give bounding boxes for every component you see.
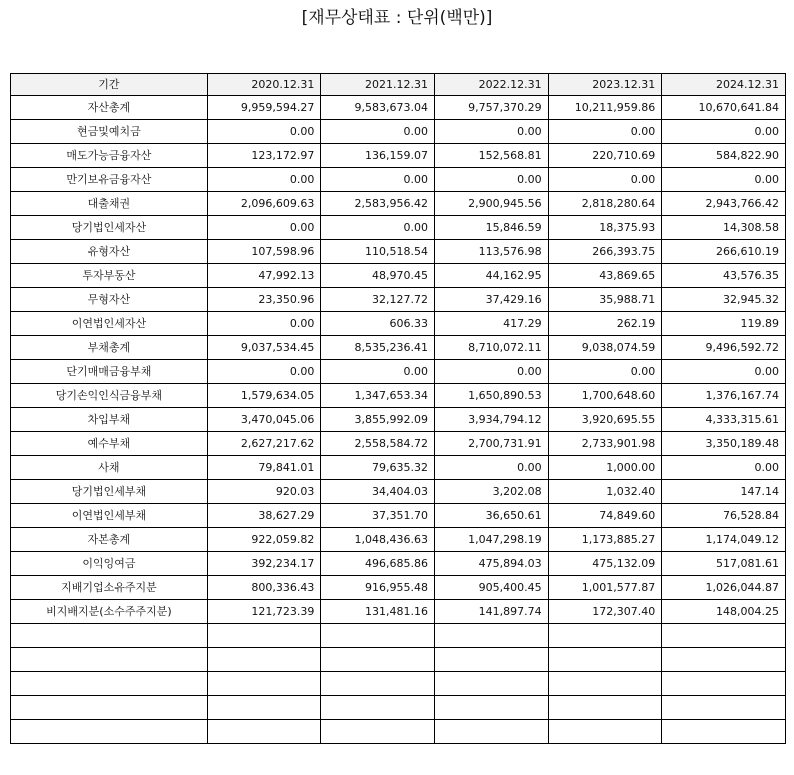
cell-value xyxy=(207,696,321,720)
table-row xyxy=(11,240,786,264)
cell-value: 266,610.19 xyxy=(662,240,786,264)
cell-value: 0.00 xyxy=(321,360,435,384)
cell-value: 44,162.95 xyxy=(435,264,549,288)
cell-value: 38,627.29 xyxy=(207,504,321,528)
row-label: 만기보유금융자산 xyxy=(11,168,208,192)
cell-value: 136,159.07 xyxy=(321,144,435,168)
row-label: 매도가능금융자산 xyxy=(11,144,208,168)
cell-value: 32,127.72 xyxy=(321,288,435,312)
cell-value xyxy=(321,696,435,720)
row-label xyxy=(11,672,208,696)
row-label: 유형자산 xyxy=(11,240,208,264)
cell-value: 2,700,731.91 xyxy=(435,432,549,456)
table-row xyxy=(11,216,786,240)
cell-value: 9,038,074.59 xyxy=(548,336,662,360)
cell-value xyxy=(662,720,786,744)
cell-value: 475,894.03 xyxy=(435,552,549,576)
table-row xyxy=(11,288,786,312)
cell-value: 0.00 xyxy=(548,168,662,192)
cell-value: 148,004.25 xyxy=(662,600,786,624)
row-label: 사채 xyxy=(11,456,208,480)
cell-value: 32,945.32 xyxy=(662,288,786,312)
cell-value: 0.00 xyxy=(662,456,786,480)
cell-value: 43,576.35 xyxy=(662,264,786,288)
cell-value: 1,700,648.60 xyxy=(548,384,662,408)
cell-value: 922,059.82 xyxy=(207,528,321,552)
cell-value: 0.00 xyxy=(548,120,662,144)
cell-value: 0.00 xyxy=(662,168,786,192)
table-row xyxy=(11,648,786,672)
cell-value: 1,026,044.87 xyxy=(662,576,786,600)
cell-value: 48,970.45 xyxy=(321,264,435,288)
table-row xyxy=(11,408,786,432)
cell-value: 123,172.97 xyxy=(207,144,321,168)
cell-value: 3,350,189.48 xyxy=(662,432,786,456)
cell-value: 3,934,794.12 xyxy=(435,408,549,432)
row-label xyxy=(11,720,208,744)
cell-value: 1,174,049.12 xyxy=(662,528,786,552)
cell-value: 9,583,673.04 xyxy=(321,96,435,120)
table-row xyxy=(11,264,786,288)
table-row xyxy=(11,384,786,408)
cell-value xyxy=(435,720,549,744)
cell-value: 392,234.17 xyxy=(207,552,321,576)
cell-value: 3,202.08 xyxy=(435,480,549,504)
table-row xyxy=(11,120,786,144)
cell-value: 2,627,217.62 xyxy=(207,432,321,456)
table-row xyxy=(11,144,786,168)
cell-value: 1,000.00 xyxy=(548,456,662,480)
cell-value: 0.00 xyxy=(207,168,321,192)
cell-value xyxy=(207,720,321,744)
cell-value: 0.00 xyxy=(435,360,549,384)
cell-value xyxy=(548,672,662,696)
row-label: 단기매매금융부채 xyxy=(11,360,208,384)
cell-value: 79,635.32 xyxy=(321,456,435,480)
table-row xyxy=(11,360,786,384)
cell-value: 18,375.93 xyxy=(548,216,662,240)
header-row xyxy=(11,74,786,96)
cell-value xyxy=(662,696,786,720)
cell-value: 1,001,577.87 xyxy=(548,576,662,600)
cell-value: 0.00 xyxy=(321,216,435,240)
cell-value: 517,081.61 xyxy=(662,552,786,576)
cell-value: 119.89 xyxy=(662,312,786,336)
table-row xyxy=(11,720,786,744)
cell-value: 14,308.58 xyxy=(662,216,786,240)
cell-value: 2,900,945.56 xyxy=(435,192,549,216)
cell-value: 43,869.65 xyxy=(548,264,662,288)
table-row xyxy=(11,528,786,552)
cell-value: 110,518.54 xyxy=(321,240,435,264)
cell-value: 266,393.75 xyxy=(548,240,662,264)
cell-value: 0.00 xyxy=(207,120,321,144)
cell-value: 0.00 xyxy=(321,168,435,192)
cell-value xyxy=(662,672,786,696)
cell-value: 0.00 xyxy=(435,168,549,192)
cell-value: 1,650,890.53 xyxy=(435,384,549,408)
cell-value: 2,818,280.64 xyxy=(548,192,662,216)
cell-value: 152,568.81 xyxy=(435,144,549,168)
cell-value xyxy=(207,624,321,648)
cell-value: 37,429.16 xyxy=(435,288,549,312)
cell-value: 36,650.61 xyxy=(435,504,549,528)
page-title: [재무상태표 : 단위(백만)] xyxy=(301,8,493,28)
header-year: 2023.12.31 xyxy=(548,74,662,96)
cell-value xyxy=(321,624,435,648)
cell-value: 1,173,885.27 xyxy=(548,528,662,552)
cell-value: 172,307.40 xyxy=(548,600,662,624)
header-year: 2022.12.31 xyxy=(435,74,549,96)
cell-value: 34,404.03 xyxy=(321,480,435,504)
cell-value: 3,470,045.06 xyxy=(207,408,321,432)
table-row xyxy=(11,672,786,696)
header-year: 2020.12.31 xyxy=(207,74,321,96)
row-label: 당기법인세자산 xyxy=(11,216,208,240)
table-row xyxy=(11,336,786,360)
cell-value: 800,336.43 xyxy=(207,576,321,600)
cell-value xyxy=(548,720,662,744)
table-row xyxy=(11,696,786,720)
cell-value: 121,723.39 xyxy=(207,600,321,624)
cell-value: 74,849.60 xyxy=(548,504,662,528)
row-label: 무형자산 xyxy=(11,288,208,312)
cell-value: 1,347,653.34 xyxy=(321,384,435,408)
cell-value: 0.00 xyxy=(435,120,549,144)
cell-value: 262.19 xyxy=(548,312,662,336)
cell-value: 141,897.74 xyxy=(435,600,549,624)
cell-value xyxy=(435,648,549,672)
row-label: 비지배지분(소수주주지분) xyxy=(11,600,208,624)
row-label: 이연법인세부채 xyxy=(11,504,208,528)
cell-value: 10,211,959.86 xyxy=(548,96,662,120)
cell-value: 475,132.09 xyxy=(548,552,662,576)
row-label: 차입부채 xyxy=(11,408,208,432)
cell-value: 0.00 xyxy=(548,360,662,384)
cell-value: 606.33 xyxy=(321,312,435,336)
row-label xyxy=(11,648,208,672)
cell-value: 47,992.13 xyxy=(207,264,321,288)
cell-value: 147.14 xyxy=(662,480,786,504)
table-row xyxy=(11,168,786,192)
header-year: 2024.12.31 xyxy=(662,74,786,96)
cell-value: 0.00 xyxy=(207,216,321,240)
table-row xyxy=(11,96,786,120)
cell-value: 2,558,584.72 xyxy=(321,432,435,456)
header-year: 2021.12.31 xyxy=(321,74,435,96)
table-row xyxy=(11,624,786,648)
row-label: 지배기업소유주지분 xyxy=(11,576,208,600)
cell-value: 1,047,298.19 xyxy=(435,528,549,552)
cell-value: 79,841.01 xyxy=(207,456,321,480)
cell-value: 1,376,167.74 xyxy=(662,384,786,408)
table-row xyxy=(11,456,786,480)
cell-value: 0.00 xyxy=(207,360,321,384)
table-row xyxy=(11,192,786,216)
cell-value xyxy=(321,648,435,672)
row-label: 대출채권 xyxy=(11,192,208,216)
cell-value xyxy=(321,720,435,744)
row-label: 현금및예치금 xyxy=(11,120,208,144)
row-label: 당기손익인식금융부채 xyxy=(11,384,208,408)
row-label: 투자부동산 xyxy=(11,264,208,288)
cell-value: 417.29 xyxy=(435,312,549,336)
cell-value: 220,710.69 xyxy=(548,144,662,168)
cell-value: 8,710,072.11 xyxy=(435,336,549,360)
cell-value xyxy=(662,648,786,672)
cell-value xyxy=(321,672,435,696)
row-label: 예수부채 xyxy=(11,432,208,456)
cell-value: 3,855,992.09 xyxy=(321,408,435,432)
cell-value: 1,048,436.63 xyxy=(321,528,435,552)
cell-value xyxy=(548,648,662,672)
cell-value: 37,351.70 xyxy=(321,504,435,528)
table-row xyxy=(11,480,786,504)
cell-value: 0.00 xyxy=(662,120,786,144)
cell-value xyxy=(435,672,549,696)
cell-value: 2,583,956.42 xyxy=(321,192,435,216)
cell-value: 113,576.98 xyxy=(435,240,549,264)
row-label xyxy=(11,624,208,648)
cell-value: 584,822.90 xyxy=(662,144,786,168)
row-label: 자본총계 xyxy=(11,528,208,552)
cell-value: 0.00 xyxy=(207,312,321,336)
cell-value: 2,733,901.98 xyxy=(548,432,662,456)
cell-value: 107,598.96 xyxy=(207,240,321,264)
cell-value: 9,959,594.27 xyxy=(207,96,321,120)
cell-value xyxy=(435,696,549,720)
table-row xyxy=(11,576,786,600)
cell-value: 920.03 xyxy=(207,480,321,504)
header-period-label: 기간 xyxy=(11,74,208,96)
row-label: 이연법인세자산 xyxy=(11,312,208,336)
row-label: 이익잉여금 xyxy=(11,552,208,576)
row-label: 당기법인세부채 xyxy=(11,480,208,504)
cell-value: 23,350.96 xyxy=(207,288,321,312)
cell-value: 1,579,634.05 xyxy=(207,384,321,408)
cell-value: 2,943,766.42 xyxy=(662,192,786,216)
cell-value: 9,037,534.45 xyxy=(207,336,321,360)
cell-value: 15,846.59 xyxy=(435,216,549,240)
cell-value: 131,481.16 xyxy=(321,600,435,624)
cell-value: 0.00 xyxy=(435,456,549,480)
cell-value: 0.00 xyxy=(662,360,786,384)
cell-value: 8,535,236.41 xyxy=(321,336,435,360)
cell-value xyxy=(662,624,786,648)
cell-value: 2,096,609.63 xyxy=(207,192,321,216)
table-row xyxy=(11,504,786,528)
row-label: 자산총계 xyxy=(11,96,208,120)
table-row xyxy=(11,312,786,336)
cell-value: 10,670,641.84 xyxy=(662,96,786,120)
cell-value xyxy=(207,672,321,696)
cell-value: 4,333,315.61 xyxy=(662,408,786,432)
table-row xyxy=(11,552,786,576)
cell-value: 916,955.48 xyxy=(321,576,435,600)
cell-value: 9,757,370.29 xyxy=(435,96,549,120)
cell-value: 76,528.84 xyxy=(662,504,786,528)
cell-value: 35,988.71 xyxy=(548,288,662,312)
cell-value xyxy=(548,624,662,648)
table-row xyxy=(11,600,786,624)
cell-value: 1,032.40 xyxy=(548,480,662,504)
row-label xyxy=(11,696,208,720)
cell-value: 3,920,695.55 xyxy=(548,408,662,432)
cell-value: 905,400.45 xyxy=(435,576,549,600)
cell-value: 9,496,592.72 xyxy=(662,336,786,360)
cell-value: 496,685.86 xyxy=(321,552,435,576)
cell-value xyxy=(435,624,549,648)
cell-value: 0.00 xyxy=(321,120,435,144)
table-row xyxy=(11,432,786,456)
cell-value xyxy=(548,696,662,720)
cell-value xyxy=(207,648,321,672)
balance-sheet-table xyxy=(10,73,786,744)
row-label: 부채총계 xyxy=(11,336,208,360)
